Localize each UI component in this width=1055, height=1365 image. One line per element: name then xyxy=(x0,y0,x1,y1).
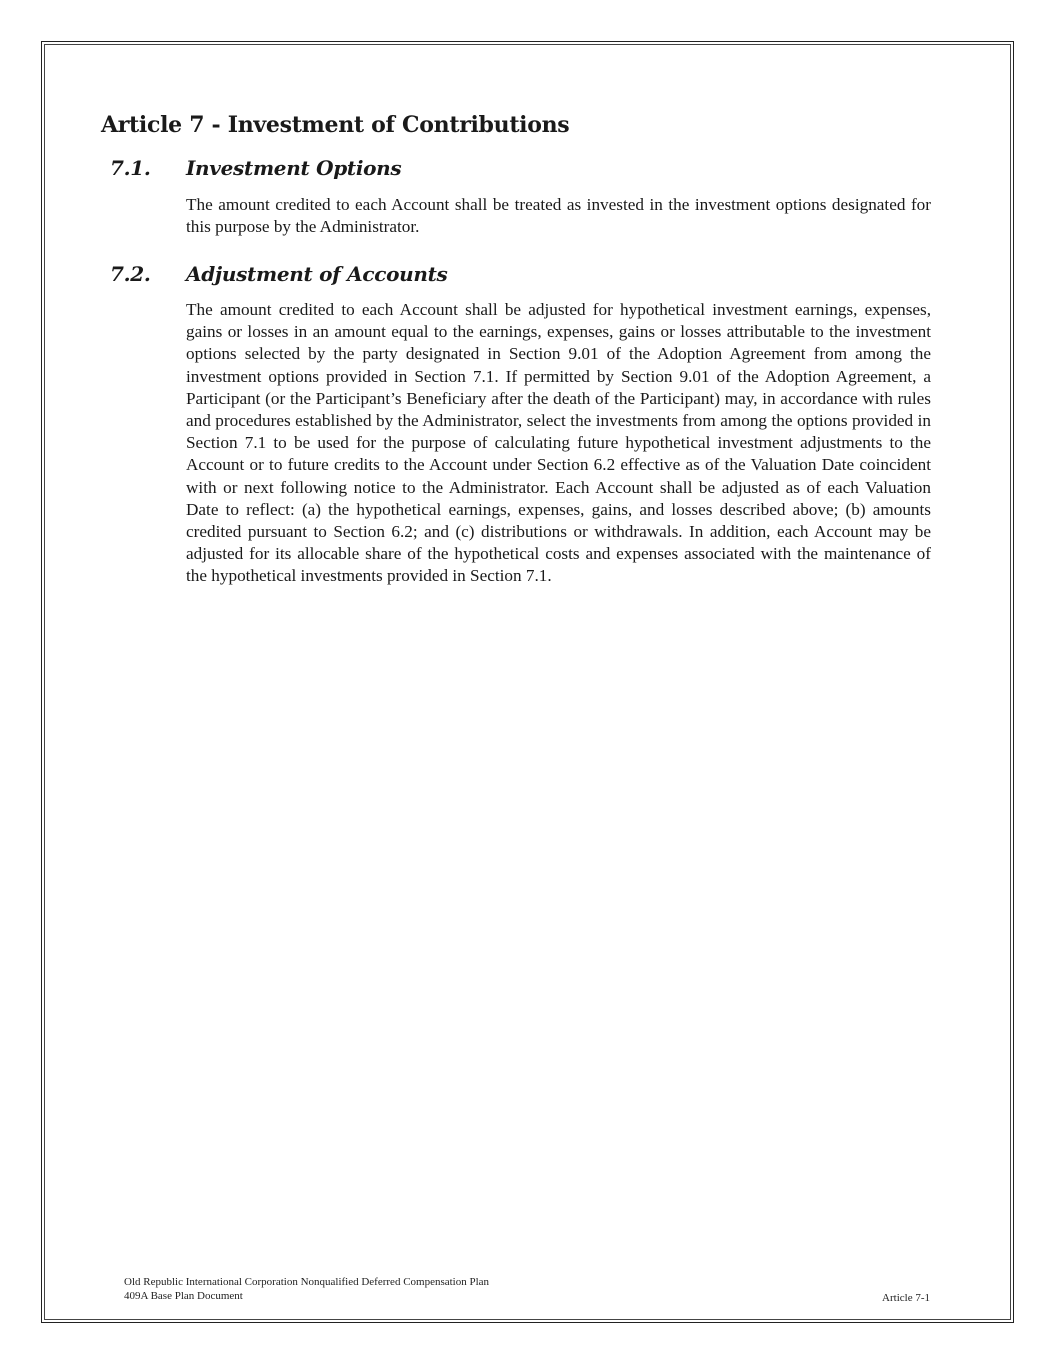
section-heading-7-1 xyxy=(110,156,401,180)
section-number: 7.2. xyxy=(110,262,151,286)
section-title: Adjustment of Accounts xyxy=(186,262,448,286)
section-title: Investment Options xyxy=(186,156,402,180)
article-title: Article 7 - Investment of Contributions xyxy=(101,112,570,138)
section-body-7-1: The amount credited to each Account shall be treated as invested in the investment options designated for this purpose by the Administrator. xyxy=(186,195,931,237)
section-heading-7-2 xyxy=(110,262,448,286)
section-number: 7.1. xyxy=(110,156,151,180)
footer-plan-name: Old Republic International Corporation Nonqualified Deferred Compensation Plan xyxy=(124,1276,490,1288)
footer-document-name: 409A Base Plan Document xyxy=(124,1290,243,1302)
page-footer xyxy=(124,1275,930,1303)
section-body-7-2: The amount credited to each Account shall be adjusted for hypothetical investment earnings, expenses, gains or losses in an amount equal to the earnings, expenses, gains or losses attributable to the investment options selected by the party designated in Section 9.01 of the Adoption Agreement from among the investment options provided in Section 7.1. If permitted by Section 9.01 of the Adoption Agreement, a Participant (or the Participant’s Beneficiary after the death of the Participant) may, in accordance with rules and procedures established by the Administrator, select the investments from among the options provided in Section 7.1 to be used for the purpose of calculating future hypothetical investment adjustments to the Account or to future credits to the Account under Section 6.2 effective as of the Valuation Date coincident with or next following notice to the Administrator. Each Account shall be adjusted as of each Valuation Date to reflect: (a) the hypothetical earnings, expenses, gains, and losses described above; (b) amounts credited pursuant to Section 6.2; and (c) distributions or withdrawals. In addition, each Account may be adjusted for its allocable share of the hypothetical costs and expenses associated with the maintenance of the hypothetical investments provided in Section 7.1. xyxy=(186,300,931,586)
footer-page-number: Article 7-1 xyxy=(882,1292,930,1304)
